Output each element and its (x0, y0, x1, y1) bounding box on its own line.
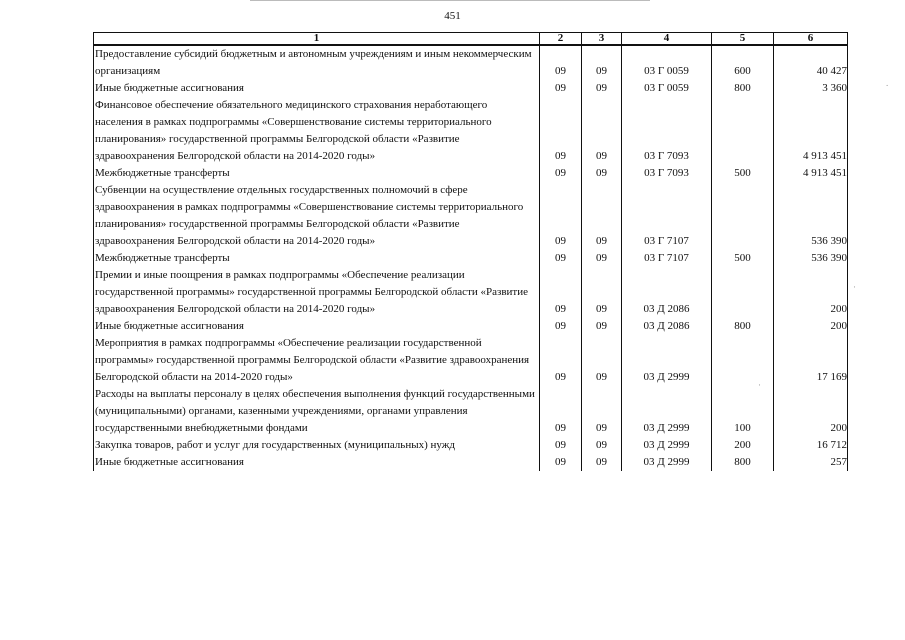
row-amount: 4 913 451 (774, 97, 848, 165)
header-col-1: 1 (94, 33, 540, 46)
table-row (94, 97, 848, 165)
row-amount: 200 (774, 318, 848, 335)
table-row (94, 182, 848, 250)
row-expense-type: 500 (712, 165, 774, 182)
row-target-article: 03 Г 0059 (622, 45, 712, 80)
row-target-article: 03 Г 0059 (622, 80, 712, 97)
scan-mark: · (758, 380, 761, 390)
table-body (94, 45, 848, 471)
header-col-4: 4 (622, 33, 712, 46)
row-expense-type: 200 (712, 437, 774, 454)
row-subsection: 09 (582, 182, 622, 250)
header-col-5: 5 (712, 33, 774, 46)
row-description: Закупка товаров, работ и услуг для государственных (муниципальных) нужд (94, 437, 540, 454)
row-section: 09 (540, 45, 582, 80)
row-description: Межбюджетные трансферты (94, 250, 540, 267)
row-target-article: 03 Д 2086 (622, 318, 712, 335)
row-amount: 257 (774, 454, 848, 471)
table-row (94, 165, 848, 182)
row-section: 09 (540, 318, 582, 335)
row-subsection: 09 (582, 267, 622, 318)
header-col-6: 6 (774, 33, 848, 46)
row-amount: 4 913 451 (774, 165, 848, 182)
row-subsection: 09 (582, 454, 622, 471)
row-target-article: 03 Д 2086 (622, 267, 712, 318)
row-target-article: 03 Д 2999 (622, 437, 712, 454)
table-row (94, 45, 848, 80)
row-description: Расходы на выплаты персоналу в целях обеспечения выполнения функций государственными (муниципальными) органами, казенными учреждениями, органами управления государственными внебюджетными фондами (94, 386, 540, 437)
row-target-article: 03 Г 7093 (622, 97, 712, 165)
row-subsection: 09 (582, 318, 622, 335)
row-amount: 40 427 (774, 45, 848, 80)
row-description: Межбюджетные трансферты (94, 165, 540, 182)
row-amount: 200 (774, 386, 848, 437)
row-section: 09 (540, 335, 582, 386)
row-section: 09 (540, 165, 582, 182)
row-expense-type (712, 97, 774, 165)
row-target-article: 03 Д 2999 (622, 335, 712, 386)
row-amount: 536 390 (774, 250, 848, 267)
row-section: 09 (540, 386, 582, 437)
row-expense-type (712, 267, 774, 318)
row-amount: 16 712 (774, 437, 848, 454)
row-section: 09 (540, 267, 582, 318)
row-subsection: 09 (582, 250, 622, 267)
row-amount: 200 (774, 267, 848, 318)
table-row (94, 386, 848, 437)
row-target-article: 03 Г 7107 (622, 250, 712, 267)
row-description: Иные бюджетные ассигнования (94, 80, 540, 97)
table-row (94, 250, 848, 267)
row-subsection: 09 (582, 80, 622, 97)
header-col-3: 3 (582, 33, 622, 46)
row-description: Премии и иные поощрения в рамках подпрограммы «Обеспечение реализации государственной программы» государственной программы Белгородской области «Развитие здравоохранения Белгородской области на 2014-2020 годы» (94, 267, 540, 318)
header-col-2: 2 (540, 33, 582, 46)
table-row (94, 267, 848, 318)
table-row (94, 454, 848, 471)
row-target-article: 03 Д 2999 (622, 454, 712, 471)
row-subsection: 09 (582, 386, 622, 437)
row-subsection: 09 (582, 97, 622, 165)
row-expense-type: 100 (712, 386, 774, 437)
row-description: Мероприятия в рамках подпрограммы «Обеспечение реализации государственной программы» государственной программы Белгородской области «Развитие здравоохранения Белгородской области на 2014-2020 годы» (94, 335, 540, 386)
budget-table (93, 32, 848, 471)
table-row (94, 80, 848, 97)
row-subsection: 09 (582, 165, 622, 182)
row-subsection: 09 (582, 335, 622, 386)
row-description: Иные бюджетные ассигнования (94, 454, 540, 471)
row-expense-type (712, 335, 774, 386)
row-section: 09 (540, 182, 582, 250)
row-subsection: 09 (582, 437, 622, 454)
table-row (94, 437, 848, 454)
row-description: Субвенции на осуществление отдельных государственных полномочий в сфере здравоохранения в рамках подпрограммы «Совершенствование системы территориального планирования» государственной программы Белгородской области «Развитие здравоохранения Белгородской области на 2014-2020 годы» (94, 182, 540, 250)
table-row (94, 318, 848, 335)
row-target-article: 03 Г 7093 (622, 165, 712, 182)
row-expense-type: 800 (712, 454, 774, 471)
row-description: Предоставление субсидий бюджетным и автономным учреждениям и иным некоммерческим организациям (94, 45, 540, 80)
row-amount: 536 390 (774, 182, 848, 250)
table-row (94, 335, 848, 386)
row-section: 09 (540, 250, 582, 267)
row-section: 09 (540, 97, 582, 165)
row-description: Иные бюджетные ассигнования (94, 318, 540, 335)
scan-mark: · (853, 282, 856, 292)
row-expense-type: 800 (712, 80, 774, 97)
row-target-article: 03 Г 7107 (622, 182, 712, 250)
row-expense-type (712, 182, 774, 250)
row-section: 09 (540, 80, 582, 97)
page-number: 451 (444, 10, 461, 22)
row-section: 09 (540, 437, 582, 454)
row-section: 09 (540, 454, 582, 471)
row-description: Финансовое обеспечение обязательного медицинского страхования неработающего населения в рамках подпрограммы «Совершенствование системы территориального планирования» государственной программы Белгородской области «Развитие здравоохранения Белгородской области на 2014-2020 годы» (94, 97, 540, 165)
scan-mark: . (886, 78, 889, 88)
row-amount: 17 169 (774, 335, 848, 386)
row-expense-type: 800 (712, 318, 774, 335)
scan-top-rule (250, 0, 650, 1)
row-expense-type: 600 (712, 45, 774, 80)
table-header-row (94, 33, 848, 46)
row-subsection: 09 (582, 45, 622, 80)
row-expense-type: 500 (712, 250, 774, 267)
row-amount: 3 360 (774, 80, 848, 97)
row-target-article: 03 Д 2999 (622, 386, 712, 437)
